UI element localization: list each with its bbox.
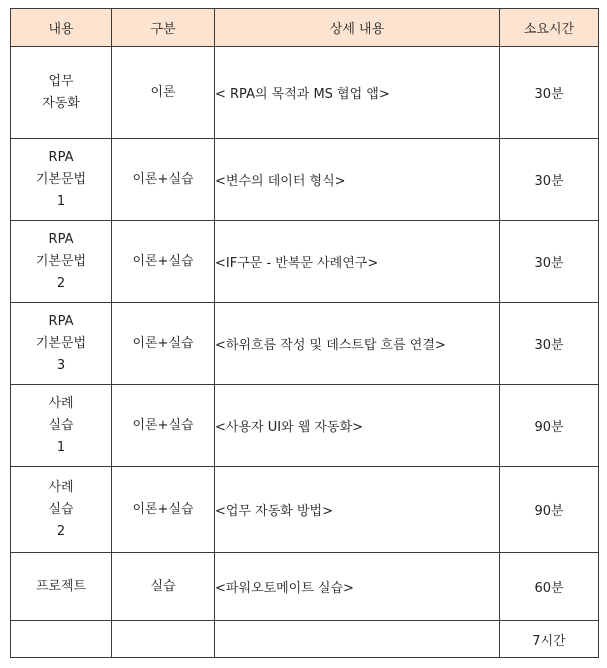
content-cell [11, 47, 112, 139]
total-row [11, 621, 599, 658]
empty-cell [112, 621, 215, 658]
table-row [11, 553, 599, 621]
table-row [11, 303, 599, 385]
header-detail: 상세 내용 [215, 9, 500, 47]
content-cell [11, 553, 112, 621]
content-line: RPA [48, 313, 74, 329]
curriculum-table [10, 8, 599, 658]
time-cell: 30분 [500, 47, 599, 139]
content-line: 기본문법 [35, 335, 87, 351]
detail-cell: <사용자 UI와 웹 자동화> [215, 385, 500, 467]
time-cell: 90분 [500, 385, 599, 467]
content-line: RPA [48, 149, 74, 165]
category-cell: 실습 [112, 553, 215, 621]
content-cell [11, 303, 112, 385]
content-line: 1 [56, 439, 66, 455]
category-cell: 이론+실습 [112, 385, 215, 467]
time-cell: 60분 [500, 553, 599, 621]
content-line: 1 [56, 193, 66, 209]
content-cell [11, 467, 112, 553]
time-cell: 30분 [500, 221, 599, 303]
table-row [11, 385, 599, 467]
content-line: 2 [56, 275, 66, 291]
time-cell: 30분 [500, 303, 599, 385]
category-cell: 이론+실습 [112, 467, 215, 553]
category-cell: 이론+실습 [112, 139, 215, 221]
table-row [11, 139, 599, 221]
content-cell [11, 139, 112, 221]
content-line: 사례 [48, 479, 74, 495]
content-cell [11, 385, 112, 467]
content-line: 3 [56, 357, 66, 373]
content-line: 실습 [48, 501, 74, 517]
category-cell: 이론+실습 [112, 303, 215, 385]
content-line: 자동화 [42, 95, 80, 111]
header-time: 소요시간 [500, 9, 599, 47]
empty-cell [215, 621, 500, 658]
table-row [11, 467, 599, 553]
header-content: 내용 [11, 9, 112, 47]
content-line: RPA [48, 231, 74, 247]
detail-cell: <하위흐름 작성 및 데스트탑 흐름 연결> [215, 303, 500, 385]
content-line: 2 [56, 523, 66, 539]
category-cell: 이론+실습 [112, 221, 215, 303]
empty-cell [11, 621, 112, 658]
table-row [11, 47, 599, 139]
detail-cell: <IF구문 - 반복문 사례연구> [215, 221, 500, 303]
header-row [11, 9, 599, 47]
category-cell: 이론 [112, 47, 215, 139]
detail-cell: <업무 자동화 방법> [215, 467, 500, 553]
total-time-cell: 7시간 [500, 621, 599, 658]
content-line: 업무 [48, 73, 74, 89]
content-line: 실습 [48, 417, 74, 433]
content-cell [11, 221, 112, 303]
content-line: 프로젝트 [35, 578, 87, 594]
content-line: 기본문법 [35, 253, 87, 269]
content-line: 사례 [48, 395, 74, 411]
header-category: 구분 [112, 9, 215, 47]
detail-cell: <변수의 데이터 형식> [215, 139, 500, 221]
table-row [11, 221, 599, 303]
time-cell: 90분 [500, 467, 599, 553]
detail-cell: <파워오토메이트 실습> [215, 553, 500, 621]
content-line: 기본문법 [35, 171, 87, 187]
time-cell: 30분 [500, 139, 599, 221]
detail-cell: < RPA의 목적과 MS 협업 앱> [215, 47, 500, 139]
